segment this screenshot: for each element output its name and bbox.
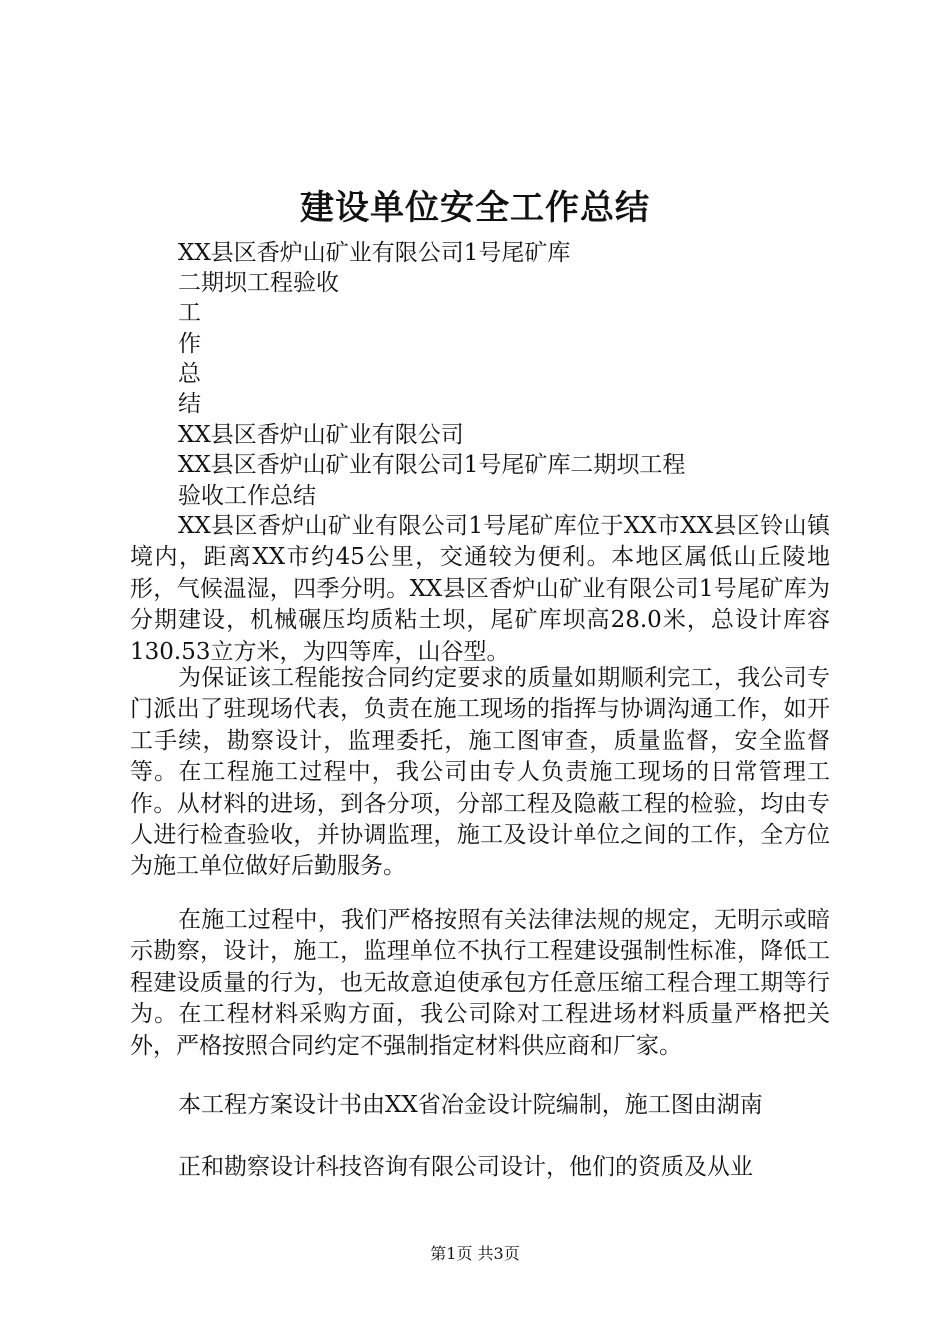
paragraph-compliance: 在施工过程中，我们严格按照有关法律法规的规定，无明示或暗示勘察，设计，施工，监理单位不执行工程建设强制性标准，降低工程建设质量的行为，也无故意迫使承包方任意压缩工程合理工期等行为。在工程材料采购方面，我公司除对工程进场材料质量严格把关外，严格按照合同约定不强制指定材料供应商和厂家。 — [130, 907, 830, 1059]
header-line-char-1: 工 — [178, 300, 201, 326]
paragraph-management: 为保证该工程能按合同约定要求的质量如期顺利完工，我公司专门派出了驻现场代表，负责在施工现场的指挥与协调沟通工作，如开工手续，勘察设计，监理委托，施工图审查，质量监督，安全监督等。在工程施工过程中，我公司由专人负责施工现场的日常管理工作。从材料的进场，到各分项，分部工程及隐蔽工程的检验，均由专人进行检查验收，并协调监理，施工及设计单位之间的工作，全方位为施工单位做好后勤服务。 — [130, 665, 830, 880]
paragraph-design-continued: 正和勘察设计科技咨询有限公司设计，他们的资质及从业 — [178, 1154, 753, 1180]
header-line-project: XX县区香炉山矿业有限公司1号尾矿库二期坝工程 — [178, 452, 686, 478]
paragraph-design: 本工程方案设计书由XX省冶金设计院编制，施工图由湖南 — [178, 1092, 763, 1118]
header-line-char-2: 作 — [178, 331, 201, 357]
header-line-company: XX县区香炉山矿业有限公司 — [178, 422, 464, 448]
header-line-company-dam: XX县区香炉山矿业有限公司1号尾矿库 — [178, 240, 571, 266]
header-line-summary: 验收工作总结 — [178, 483, 316, 509]
document-title: 建设单位安全工作总结 — [300, 188, 650, 228]
paragraph-location: XX县区香炉山矿业有限公司1号尾矿库位于XX市XX县区铃山镇境内，距离XX市约45公里，交通较为便利。本地区属低山丘陵地形，气候温湿，四季分明。XX县区香炉山矿业有限公司1号尾矿库为分期建设，机械碾压均质粘土坝，尾矿库坝高28.0米，总设计库容130.53立方米，为四等库，山谷型。 — [130, 513, 830, 665]
header-line-acceptance: 二期坝工程验收 — [178, 270, 339, 296]
header-line-char-3: 总 — [178, 361, 201, 387]
page-footer: 第1页 共3页 — [430, 1244, 520, 1263]
header-line-char-4: 结 — [178, 391, 201, 417]
